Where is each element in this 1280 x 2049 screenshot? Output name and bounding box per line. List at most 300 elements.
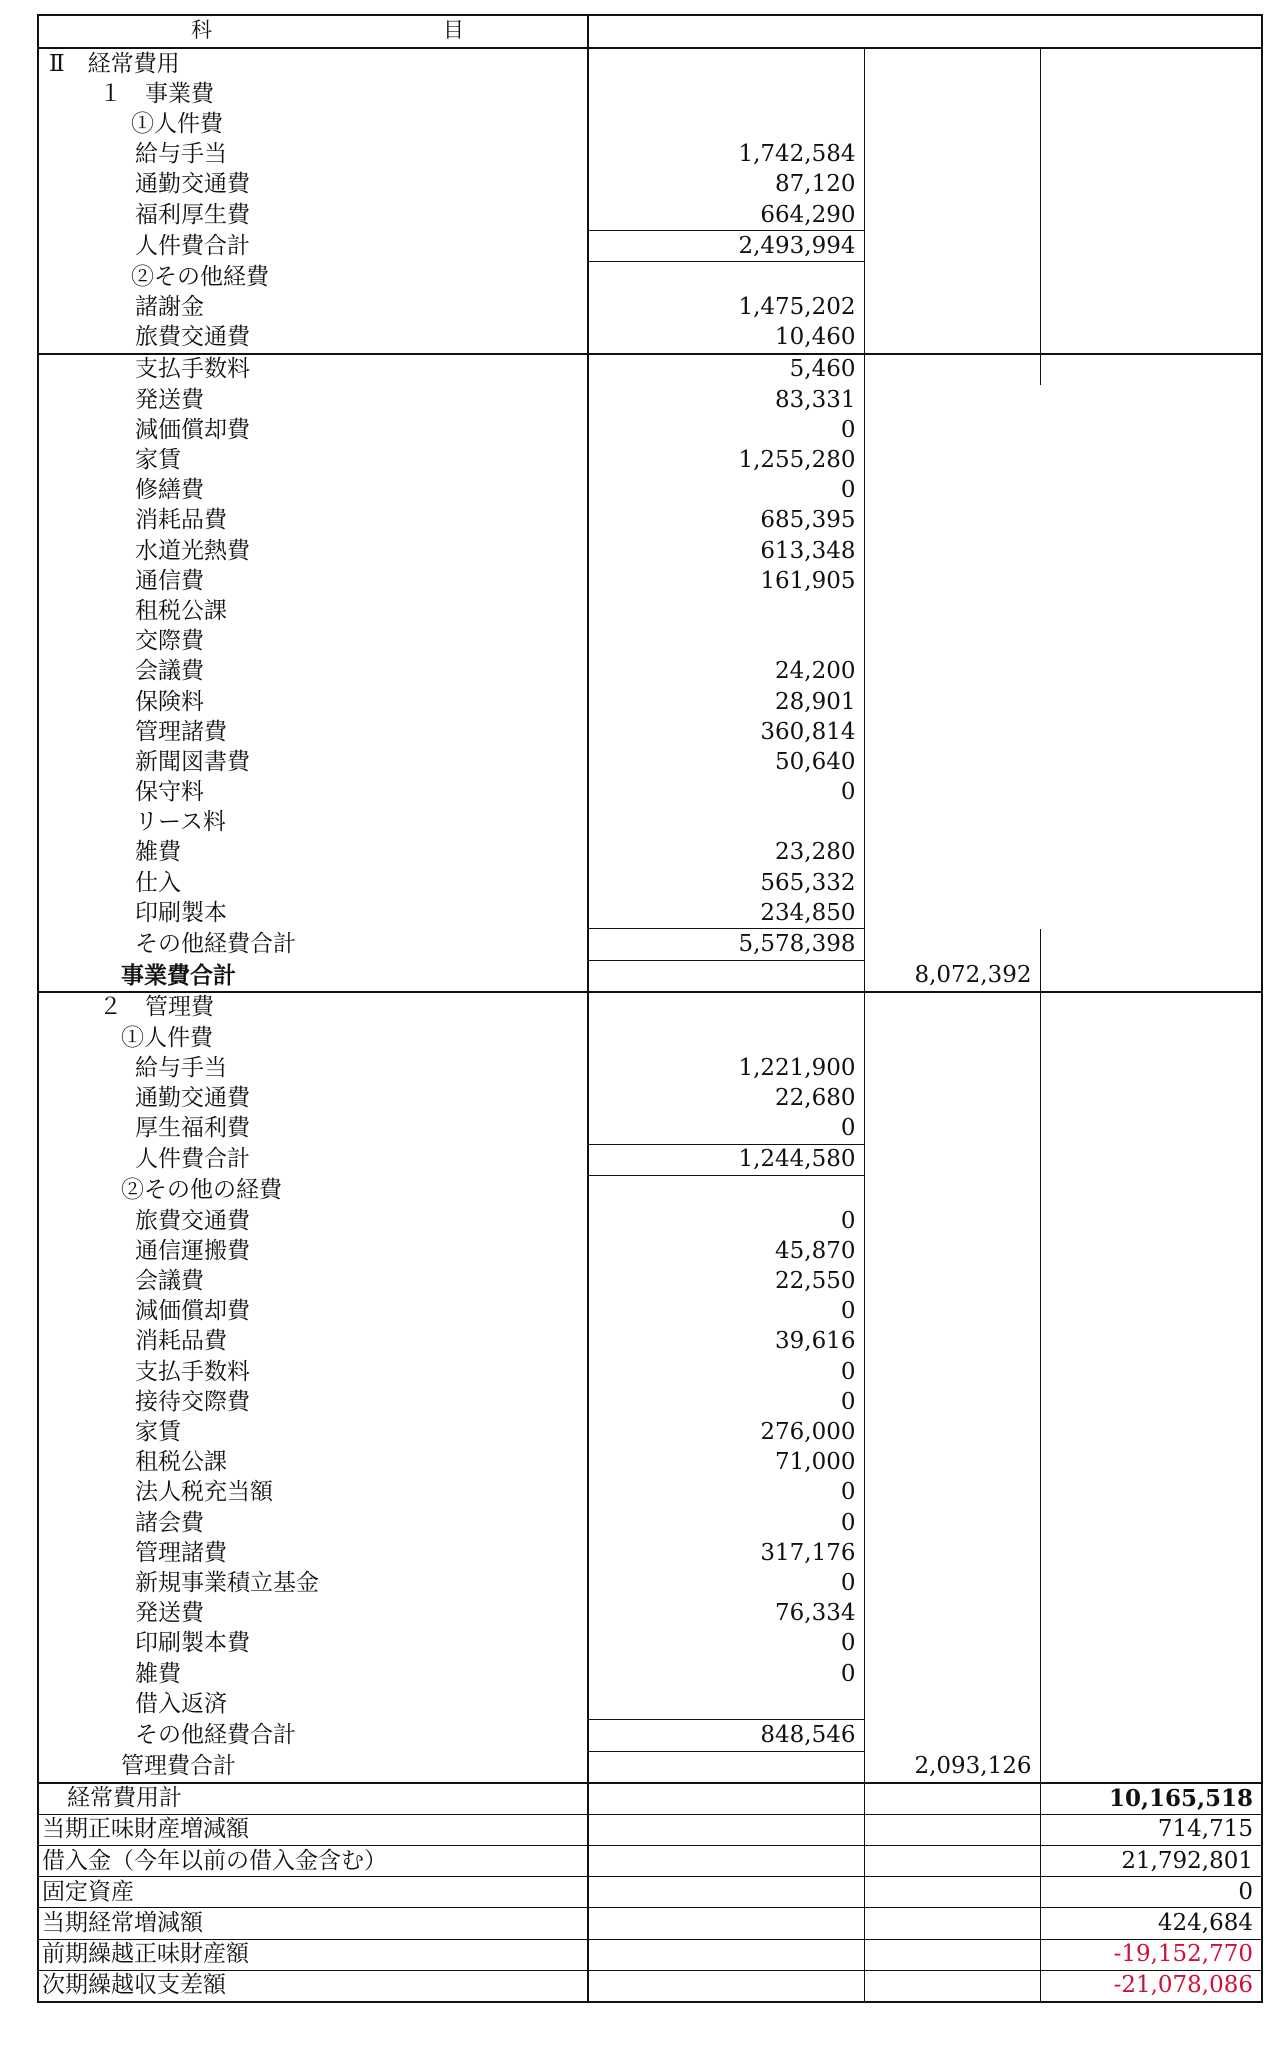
- table-row: [38, 1417, 1262, 1447]
- row-v3: [1040, 717, 1262, 747]
- row-label: 人件費合計: [38, 231, 588, 262]
- row-v2: [864, 1144, 1040, 1175]
- row-v2: [864, 1083, 1040, 1113]
- row-v2: [864, 1908, 1040, 1939]
- table-row: [38, 627, 1262, 657]
- row-v2: [864, 1114, 1040, 1145]
- row-v3: [1040, 231, 1262, 262]
- row-v2: [864, 1508, 1040, 1538]
- row-v1: [588, 1689, 864, 1720]
- row-v3: [1040, 1357, 1262, 1387]
- row-v3: [1040, 1236, 1262, 1266]
- row-label: 借入金（今年以前の借入金含む）: [38, 1846, 588, 1877]
- row-label: ②その他経費: [38, 262, 588, 293]
- row-label: 諸会費: [38, 1508, 588, 1538]
- row-v2: [864, 109, 1040, 139]
- row-v1: 45,870: [588, 1236, 864, 1266]
- table-row: [38, 506, 1262, 536]
- table-row: [38, 778, 1262, 808]
- row-v2: [864, 1629, 1040, 1659]
- row-v2: [864, 1478, 1040, 1508]
- row-label: 借入返済: [38, 1689, 588, 1720]
- row-v1: 5,578,398: [588, 929, 864, 960]
- row-v2: [864, 1939, 1040, 1970]
- row-v3: [1040, 385, 1262, 415]
- row-v3: [1040, 929, 1262, 960]
- row-v1: [588, 596, 864, 626]
- row-label: リース料: [38, 808, 588, 838]
- header-amount-cell: [588, 15, 1262, 48]
- row-v3: [1040, 1083, 1262, 1113]
- table-row: [38, 1689, 1262, 1720]
- row-v1: 28,901: [588, 687, 864, 717]
- row-v3: [1040, 200, 1262, 231]
- table-row: [38, 1297, 1262, 1327]
- row-v1: [588, 808, 864, 838]
- row-label: 当期経常増減額: [38, 1908, 588, 1939]
- table-row: [38, 898, 1262, 929]
- table-row: [38, 293, 1262, 323]
- row-v2: [864, 506, 1040, 536]
- row-label: 旅費交通費: [38, 1206, 588, 1236]
- grand-total-row: [38, 1783, 1262, 1815]
- table-row: [38, 1448, 1262, 1478]
- row-v3: [1040, 747, 1262, 777]
- table-row: [38, 717, 1262, 747]
- table-row: [38, 140, 1262, 170]
- row-label: ２ 管理費: [38, 992, 588, 1023]
- row-v3: [1040, 898, 1262, 929]
- row-v2: [864, 1538, 1040, 1568]
- row-v2: [864, 536, 1040, 566]
- row-v1: [588, 1877, 864, 1908]
- row-v3: [1040, 140, 1262, 170]
- row-v1: 0: [588, 1297, 864, 1327]
- row-v1: 24,200: [588, 657, 864, 687]
- row-label: 減価償却費: [38, 1297, 588, 1327]
- row-v1: [588, 1908, 864, 1939]
- row-v2: [864, 1053, 1040, 1083]
- row-v2: [864, 1206, 1040, 1236]
- row-v1: [588, 109, 864, 139]
- row-v2: [864, 808, 1040, 838]
- table-row: [38, 1083, 1262, 1113]
- row-v2: [864, 1877, 1040, 1908]
- row-label: １ 事業費: [38, 79, 588, 109]
- row-v1: 234,850: [588, 898, 864, 929]
- row-v1: 0: [588, 1206, 864, 1236]
- row-v3: [1040, 1599, 1262, 1629]
- expense-statement: [37, 14, 1261, 2003]
- row-v2: [864, 1814, 1040, 1845]
- row-v3: [1040, 1417, 1262, 1447]
- row-v3: [1040, 1538, 1262, 1568]
- subtotal-row: [38, 929, 1262, 960]
- row-label: その他経費合計: [38, 1720, 588, 1751]
- row-label: 新規事業積立基金: [38, 1568, 588, 1598]
- table-row: [38, 536, 1262, 566]
- row-label: 印刷製本費: [38, 1629, 588, 1659]
- row-v3: [1040, 170, 1262, 200]
- row-v1: 1,255,280: [588, 445, 864, 475]
- row-v1: 0: [588, 1114, 864, 1145]
- row-v3: [1040, 657, 1262, 687]
- row-v1: 87,120: [588, 170, 864, 200]
- table-row: [38, 1175, 1262, 1206]
- row-v3: [1040, 596, 1262, 626]
- row-v1: 565,332: [588, 868, 864, 898]
- table-row: [38, 170, 1262, 200]
- header-subject-cell: [38, 15, 588, 48]
- row-v2: [864, 1783, 1040, 1815]
- row-v2: [864, 1236, 1040, 1266]
- row-v3: [1040, 960, 1262, 992]
- row-label: 管理諸費: [38, 1538, 588, 1568]
- row-v1: 1,742,584: [588, 140, 864, 170]
- row-label: 保守料: [38, 778, 588, 808]
- row-label: 福利厚生費: [38, 200, 588, 231]
- row-v1: 0: [588, 415, 864, 445]
- row-v1: 71,000: [588, 1448, 864, 1478]
- row-v2: 2,093,126: [864, 1751, 1040, 1783]
- row-v2: [864, 1327, 1040, 1357]
- table-row: [38, 1659, 1262, 1689]
- table-row: [38, 838, 1262, 868]
- row-v2: [864, 929, 1040, 960]
- total-row: [38, 960, 1262, 992]
- row-label: 固定資産: [38, 1877, 588, 1908]
- row-v2: [864, 170, 1040, 200]
- table-row: [38, 1267, 1262, 1297]
- row-v1: [588, 1814, 864, 1845]
- row-v3: [1040, 109, 1262, 139]
- table-row: [38, 1053, 1262, 1083]
- row-v1: 22,550: [588, 1267, 864, 1297]
- table-row: [38, 79, 1262, 109]
- row-v2: [864, 687, 1040, 717]
- row-v1: 76,334: [588, 1599, 864, 1629]
- table-row: [38, 445, 1262, 475]
- row-v3: 714,715: [1040, 1814, 1262, 1845]
- row-v2: [864, 231, 1040, 262]
- row-label: 仕入: [38, 868, 588, 898]
- table-row: [38, 1357, 1262, 1387]
- row-v3: [1040, 627, 1262, 657]
- row-v3: [1040, 1508, 1262, 1538]
- row-label: 家賃: [38, 1417, 588, 1447]
- row-v1: [588, 48, 864, 79]
- row-label: 発送費: [38, 1599, 588, 1629]
- row-label: 修繕費: [38, 476, 588, 506]
- row-v1: [588, 1023, 864, 1053]
- row-v3: [1040, 1297, 1262, 1327]
- row-label: 租税公課: [38, 1448, 588, 1478]
- row-label: 保険料: [38, 687, 588, 717]
- row-v2: [864, 385, 1040, 415]
- row-label: ①人件費: [38, 1023, 588, 1053]
- row-v1: [588, 627, 864, 657]
- row-v2: [864, 293, 1040, 323]
- row-v3: [1040, 1114, 1262, 1145]
- row-label: ①人件費: [38, 109, 588, 139]
- row-v3: [1040, 566, 1262, 596]
- row-v1: 317,176: [588, 1538, 864, 1568]
- row-v1: [588, 1970, 864, 2002]
- row-label: 会議費: [38, 657, 588, 687]
- row-v2: [864, 1970, 1040, 2002]
- row-label: 当期正味財産増減額: [38, 1814, 588, 1845]
- summary-row: [38, 1908, 1262, 1939]
- row-v2: [864, 1417, 1040, 1447]
- row-v3: [1040, 1206, 1262, 1236]
- row-v2: [864, 596, 1040, 626]
- row-v2: [864, 354, 1040, 385]
- row-v2: [864, 1720, 1040, 1751]
- row-label: 租税公課: [38, 596, 588, 626]
- row-v3: [1040, 1568, 1262, 1598]
- row-v1: 0: [588, 1629, 864, 1659]
- row-v2: [864, 1387, 1040, 1417]
- row-v3: [1040, 476, 1262, 506]
- table-row: [38, 566, 1262, 596]
- row-v3: [1040, 536, 1262, 566]
- row-label: 印刷製本: [38, 898, 588, 929]
- table-row: [38, 1599, 1262, 1629]
- row-label: Ⅱ 経常費用: [38, 48, 588, 79]
- table-row: [38, 385, 1262, 415]
- table-row: [38, 1568, 1262, 1598]
- summary-row: [38, 1877, 1262, 1908]
- row-v2: [864, 1297, 1040, 1327]
- row-v3: [1040, 445, 1262, 475]
- row-v1: 1,221,900: [588, 1053, 864, 1083]
- row-v1: 0: [588, 778, 864, 808]
- row-v2: [864, 1175, 1040, 1206]
- row-v1: 0: [588, 1568, 864, 1598]
- table-row: [38, 596, 1262, 626]
- row-v2: [864, 1357, 1040, 1387]
- row-label: 家賃: [38, 445, 588, 475]
- row-v3: 21,792,801: [1040, 1846, 1262, 1877]
- table-row: [38, 868, 1262, 898]
- table-row: [38, 415, 1262, 445]
- subtotal-row: [38, 231, 1262, 262]
- table-row: [38, 200, 1262, 231]
- row-v1: 10,460: [588, 323, 864, 354]
- row-label: 厚生福利費: [38, 1114, 588, 1145]
- table-row: [38, 476, 1262, 506]
- row-label: 通勤交通費: [38, 170, 588, 200]
- summary-row: [38, 1846, 1262, 1877]
- row-v3: [1040, 1053, 1262, 1083]
- row-v3: 0: [1040, 1877, 1262, 1908]
- subtotal-row: [38, 1144, 1262, 1175]
- row-label: 通信費: [38, 566, 588, 596]
- row-label: ②その他の経費: [38, 1175, 588, 1206]
- row-v1: 83,331: [588, 385, 864, 415]
- row-v1: 0: [588, 1508, 864, 1538]
- row-v2: [864, 140, 1040, 170]
- row-v3: [1040, 506, 1262, 536]
- row-v3: [1040, 262, 1262, 293]
- row-label: 法人税充当額: [38, 1478, 588, 1508]
- row-v2: [864, 1689, 1040, 1720]
- subtotal-row: [38, 1720, 1262, 1751]
- row-v2: [864, 868, 1040, 898]
- row-v2: [864, 262, 1040, 293]
- row-label: 交際費: [38, 627, 588, 657]
- row-v1: [588, 1751, 864, 1783]
- row-v1: 0: [588, 1478, 864, 1508]
- row-label: 支払手数料: [38, 354, 588, 385]
- row-label: 諸謝金: [38, 293, 588, 323]
- row-v1: [588, 960, 864, 992]
- row-label: 前期繰越正味財産額: [38, 1939, 588, 1970]
- row-v2: [864, 778, 1040, 808]
- row-v3: [1040, 1327, 1262, 1357]
- expense-table: [37, 14, 1263, 2003]
- row-v2: [864, 445, 1040, 475]
- row-label: 減価償却費: [38, 415, 588, 445]
- row-label: 消耗品費: [38, 506, 588, 536]
- row-v3: [1040, 1629, 1262, 1659]
- row-label: 経常費用計: [38, 1783, 588, 1815]
- row-v3: 424,684: [1040, 1908, 1262, 1939]
- row-v2: [864, 1659, 1040, 1689]
- row-label: 旅費交通費: [38, 323, 588, 354]
- row-v3: [1040, 778, 1262, 808]
- row-v1: [588, 1846, 864, 1877]
- row-v2: [864, 717, 1040, 747]
- row-v1: 1,475,202: [588, 293, 864, 323]
- row-v1: 685,395: [588, 506, 864, 536]
- row-v2: [864, 566, 1040, 596]
- row-label: 水道光熱費: [38, 536, 588, 566]
- row-v3: [1040, 1448, 1262, 1478]
- row-v3: -21,078,086: [1040, 1970, 1262, 2002]
- row-v2: [864, 1846, 1040, 1877]
- row-v3: [1040, 79, 1262, 109]
- table-row: [38, 657, 1262, 687]
- row-label: 通勤交通費: [38, 1083, 588, 1113]
- row-v3: [1040, 354, 1262, 385]
- row-v3: [1040, 687, 1262, 717]
- row-label: 雑費: [38, 838, 588, 868]
- row-v2: [864, 1023, 1040, 1053]
- row-v1: 0: [588, 1387, 864, 1417]
- row-v2: [864, 323, 1040, 354]
- row-label: 発送費: [38, 385, 588, 415]
- row-label: 雑費: [38, 1659, 588, 1689]
- table-row: [38, 687, 1262, 717]
- row-v1: 0: [588, 476, 864, 506]
- row-label: 会議費: [38, 1267, 588, 1297]
- row-v1: 276,000: [588, 1417, 864, 1447]
- row-label: 通信運搬費: [38, 1236, 588, 1266]
- table-row: [38, 323, 1262, 354]
- row-v1: 5,460: [588, 354, 864, 385]
- row-v1: [588, 1939, 864, 1970]
- row-v2: [864, 476, 1040, 506]
- table-row: [38, 1206, 1262, 1236]
- summary-row: [38, 1970, 1262, 2002]
- row-v2: [864, 992, 1040, 1023]
- row-v1: 39,616: [588, 1327, 864, 1357]
- table-row: [38, 808, 1262, 838]
- row-v1: 664,290: [588, 200, 864, 231]
- row-label: 次期繰越収支差額: [38, 1970, 588, 2002]
- table-row: [38, 1538, 1262, 1568]
- summary-row: [38, 1814, 1262, 1845]
- table-row: [38, 354, 1262, 385]
- row-v1: [588, 992, 864, 1023]
- header-row: [38, 15, 1262, 48]
- row-label: 人件費合計: [38, 1144, 588, 1175]
- header-kamoku-1: 科: [191, 18, 212, 42]
- row-v2: [864, 747, 1040, 777]
- row-v2: [864, 79, 1040, 109]
- table-row: [38, 1478, 1262, 1508]
- row-v1: 50,640: [588, 747, 864, 777]
- row-v3: [1040, 1751, 1262, 1783]
- row-v3: [1040, 415, 1262, 445]
- row-v1: 2,493,994: [588, 231, 864, 262]
- row-v3: [1040, 1144, 1262, 1175]
- row-v3: [1040, 808, 1262, 838]
- table-row: [38, 1508, 1262, 1538]
- row-v1: 161,905: [588, 566, 864, 596]
- row-v2: [864, 838, 1040, 868]
- row-v2: [864, 48, 1040, 79]
- row-v3: [1040, 1720, 1262, 1751]
- row-label: その他経費合計: [38, 929, 588, 960]
- row-v2: [864, 627, 1040, 657]
- row-v2: [864, 1599, 1040, 1629]
- table-row: [38, 747, 1262, 777]
- row-v2: [864, 1448, 1040, 1478]
- row-v1: 848,546: [588, 1720, 864, 1751]
- row-v3: [1040, 1689, 1262, 1720]
- table-row: [38, 1236, 1262, 1266]
- row-label: 管理諸費: [38, 717, 588, 747]
- summary-row: [38, 1939, 1262, 1970]
- row-v1: [588, 1783, 864, 1815]
- table-row: [38, 992, 1262, 1023]
- row-label: 給与手当: [38, 140, 588, 170]
- row-v2: 8,072,392: [864, 960, 1040, 992]
- row-v1: 22,680: [588, 1083, 864, 1113]
- row-v2: [864, 657, 1040, 687]
- row-v1: 360,814: [588, 717, 864, 747]
- row-v3: [1040, 48, 1262, 79]
- row-label: 新聞図書費: [38, 747, 588, 777]
- table-row: [38, 1023, 1262, 1053]
- row-v2: [864, 898, 1040, 929]
- row-v3: -19,152,770: [1040, 1939, 1262, 1970]
- row-v1: 613,348: [588, 536, 864, 566]
- total-row: [38, 1751, 1262, 1783]
- row-label: 給与手当: [38, 1053, 588, 1083]
- row-label: 事業費合計: [38, 960, 588, 992]
- row-v3: [1040, 1175, 1262, 1206]
- row-v3: [1040, 323, 1262, 354]
- row-v1: [588, 1175, 864, 1206]
- table-row: [38, 1387, 1262, 1417]
- row-v3: [1040, 1659, 1262, 1689]
- row-label: 管理費合計: [38, 1751, 588, 1783]
- row-v2: [864, 1568, 1040, 1598]
- table-row: [38, 1114, 1262, 1145]
